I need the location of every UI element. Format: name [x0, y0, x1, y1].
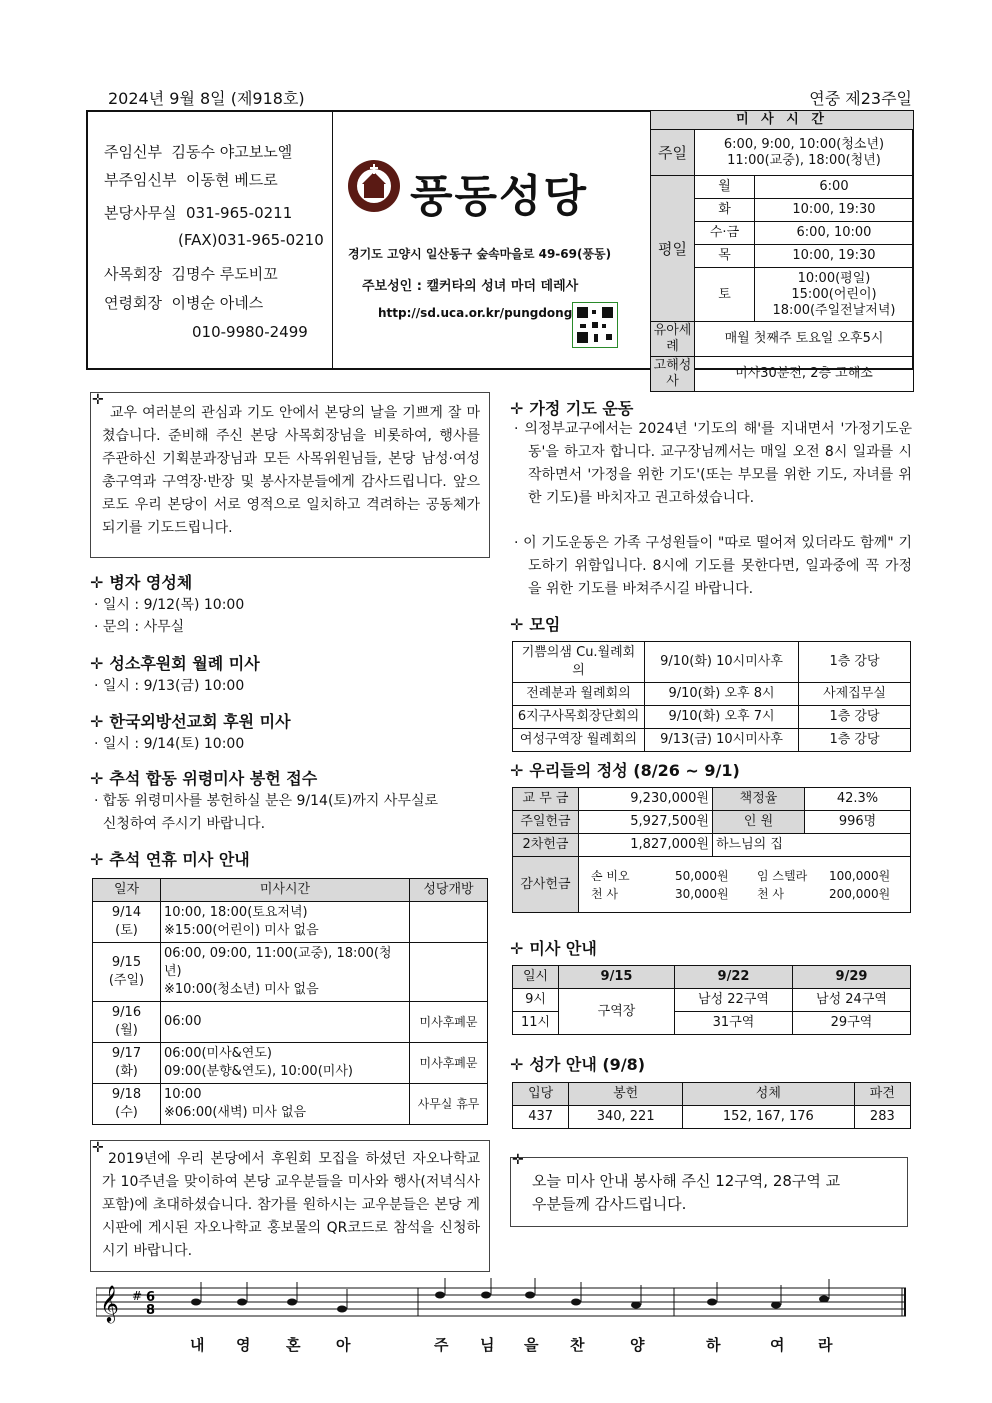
- cross-icon: ✛: [90, 573, 104, 592]
- sick-item-1: · 일시 : 9/12(목) 10:00: [94, 597, 245, 613]
- lyrics: [96, 1334, 910, 1358]
- table-row: 6지구사목회장단회의 9/10(화) 오후 7시 1층 강당: [513, 706, 911, 729]
- chuseok-request-title: ✛ 추석 합동 위령미사 봉헌 접수: [90, 769, 318, 788]
- cross-icon: ✛: [510, 615, 524, 634]
- music-note: [435, 1292, 445, 1299]
- music-note: [337, 1306, 347, 1313]
- music-note: [525, 1292, 535, 1299]
- treble-clef-icon: 𝄞: [100, 1284, 119, 1322]
- lyric-syllable: 내: [190, 1336, 205, 1354]
- music-note: [191, 1299, 201, 1306]
- patron-saint: 주보성인 : 캘커타의 성녀 마더 데레사: [362, 279, 579, 294]
- cross-icon: ✛: [510, 939, 524, 958]
- table-row: 여성구역장 월례회의 9/13(금) 10시미사후 1층 강당: [513, 729, 911, 752]
- lyric-syllable: 하: [706, 1336, 721, 1354]
- lyric-syllable: 아: [336, 1336, 351, 1354]
- hymn-title: ✛ 성가 안내 (9/8): [510, 1055, 646, 1074]
- cross-icon: ✛: [90, 712, 104, 731]
- family-prayer-title: ✛ 가정 기도 운동: [510, 399, 634, 418]
- music-note: [237, 1299, 247, 1306]
- cross-icon: ✛: [512, 1152, 524, 1168]
- music-notes: [96, 1278, 910, 1328]
- note-heads: [96, 1278, 910, 1328]
- hymn-table: 입당 봉헌 성체 파견 437 340, 221 152, 167, 176 283: [512, 1082, 911, 1129]
- weekday-label: 평일: [651, 176, 695, 322]
- church-address: 경기도 고양시 일산동구 숲속마을로 49-69(풍동): [348, 247, 612, 261]
- mission-mass-title: ✛ 한국외방선교회 후원 미사: [90, 712, 291, 731]
- staff-council: 사목회장 김명수 루도비꼬: [104, 265, 278, 283]
- lyric-syllable: 주: [434, 1336, 449, 1354]
- family-item-1: · 의정부교구에서는 2024년 '기도의 해'를 지내면서 '가정기도운동'을 하고자 합니다. 교구장님께서는 매일 오전 8시 일과를 시작하면서 '가정을 위한 기도'(또는 부모를 위한 기도, 자녀를 위한 기도)를 바치자고 권고하셨습니다.: [514, 421, 912, 506]
- staff-assistant: 부주임신부 이동현 베드로: [104, 171, 278, 189]
- infant-baptism-label: 유아세례: [651, 322, 695, 357]
- table-row: 9/16 (월) 06:00 미사후폐문: [93, 1002, 488, 1043]
- offering-title: ✛ 우리들의 정성 (8/26 ~ 9/1): [510, 761, 740, 780]
- cross-icon: ✛: [90, 850, 104, 869]
- cross-icon: ✛: [90, 769, 104, 788]
- staff-office: 본당사무실 031-965-0211: [104, 204, 293, 222]
- notice-1-text: 교우 여러분의 관심과 기도 안에서 본당의 날을 기쁘게 잘 마쳤습니다. 준비해 주신 본당 사목회장님을 비롯하여, 행사를 주관하신 기획분과장님과 모든 사목위원님들, 본당 남성·여성 총구역과 구역장·반장 및 봉사자분들에게 감사드립니다. 앞으로도 우리 본당이 서로 영적으로 일치하고 격려하는 공동체가 되기를 기도드립니다.: [102, 405, 480, 536]
- music-note: [819, 1296, 829, 1303]
- lyric-syllable: 영: [236, 1336, 251, 1354]
- mass-guide-title: ✛ 미사 안내: [510, 939, 597, 958]
- chuseok-request-item-2: 신청하여 주시기 바랍니다.: [94, 816, 266, 832]
- table-row: 9/18 (수) 10:00 ※06:00(새벽) 미사 없음 사무실 휴무: [93, 1084, 488, 1125]
- cross-icon: ✛: [510, 761, 524, 780]
- cross-icon: ✛: [92, 392, 104, 408]
- table-row: 기쁨의샘 Cu.월례회의 9/10(화) 10시미사후 1층 강당: [513, 642, 911, 683]
- music-note: [631, 1302, 641, 1309]
- cross-icon: ✛: [92, 1140, 104, 1156]
- confession-label: 고해성사: [651, 357, 695, 392]
- sunday-time-1: 6:00, 9:00, 10:00(청소년): [723, 136, 885, 152]
- meetings-title: ✛ 모임: [510, 615, 561, 634]
- music-note: [707, 1299, 717, 1306]
- mass-schedule-title: 미 사 시 간: [651, 111, 914, 130]
- liturgical-week: 연중 제23주일: [809, 89, 912, 108]
- music-note: [481, 1292, 491, 1299]
- chuseok-request-item-1: · 합동 위령미사를 봉헌하실 분은 9/14(토)까지 사무실로: [94, 793, 438, 809]
- meetings-table: [512, 641, 911, 752]
- vocation-mass-title: ✛ 성소후원회 월례 미사: [90, 654, 260, 673]
- music-note: [287, 1299, 297, 1306]
- cross-icon: ✛: [510, 399, 524, 418]
- lyric-syllable: 찬: [570, 1336, 585, 1354]
- sunday-time-2: 11:00(교중), 18:00(청년): [727, 152, 881, 168]
- music-note: [771, 1302, 781, 1309]
- chuseok-mass-table: 일자 미사시간 성당개방 9/14 (토) 10:00, 18:00(토요저녁) ※15:00(어린이) 미사 없음 9/15 (주일) 06:00, 09:00, 11:00(교중), 18:00(청년) ※10:00(청소년) 미사 없음 9/16 (월) 06:00 미사후폐문 9/17 (화) 06:00(미사&연도) 09:00(분향&연도), 10:00(미사) 미사후폐문 9/18 (수) 10:00 ※06:00(새벽) 미사 없음 사무실 휴무: [92, 878, 488, 1125]
- church-name: 풍동성당: [410, 171, 589, 222]
- family-item-2: · 이 기도운동은 가족 구성원들이 "따로 떨어져 있더라도 함께" 기도하기 위함입니다. 8시에 기도를 못한다면, 일과중에 꼭 가정을 위한 기도를 바쳐주시길 바랍니다.: [514, 535, 912, 597]
- sick-item-2: · 문의 : 사무실: [94, 619, 185, 635]
- lyric-syllable: 을: [524, 1336, 539, 1354]
- table-row: 9/17 (화) 06:00(미사&연도) 09:00(분향&연도), 10:00(미사) 미사후폐문: [93, 1043, 488, 1084]
- notice-2-text: 2019년에 우리 본당에서 후원회 모집을 하셨던 자오나학교가 10주년을 맞이하여 본당 교우분들을 미사와 행사(저녁식사 포함)에 초대하셨습니다. 참가를 원하시는 교우분들은 본당 게시판에 게시된 자오나학교 홍보물의 QR코드로 참석을 신청하시기 바랍니다.: [102, 1151, 480, 1259]
- issue-date: 2024년 9월 8일 (제918호): [108, 89, 305, 108]
- offering-table: 교 무 금 9,230,000원 책정율 42.3% 주일헌금 5,927,500원 인 원 996명 2차헌금 1,827,000원 하느님의 집 감사헌금 손 비오 50,000원 임 스텔라 100,000원 천 사 30,000원 천 사 200,000원: [512, 787, 911, 913]
- vocation-item-1: · 일시 : 9/13(금) 10:00: [94, 678, 245, 694]
- mass-schedule-table: 미 사 시 간 주일 6:00, 9:00, 10:00(청소년) 11:00(교중), 18:00(청년) 평일 월 6:00 화 10:00, 19:30 수·금 6:00, 10:00 목 10:00, 19:30 토 10:00(평일) 15:00(어린이) 18:00(주일전날저녁) 유아세례 매월 첫째주 토요일 오후5시 고해성사 미사30분전, 2층 고해소: [650, 110, 914, 392]
- staff-funeral: 연령회장 이병순 아네스: [104, 294, 264, 312]
- mass-guide-table: 일시 9/15 9/22 9/29 9시 구역장 남성 22구역 남성 24구역 11시 31구역 29구역: [512, 965, 911, 1035]
- lyric-syllable: 라: [818, 1336, 833, 1354]
- mission-item-1: · 일시 : 9/14(토) 10:00: [94, 736, 245, 752]
- sunday-label: 주일: [651, 130, 695, 176]
- church-url[interactable]: http://sd.uca.or.kr/pungdong: [378, 306, 573, 320]
- table-row: 9/15 (주일) 06:00, 09:00, 11:00(교중), 18:00(청년) ※10:00(청소년) 미사 없음: [93, 943, 488, 1002]
- staff-fax: (FAX)031-965-0210: [178, 231, 324, 249]
- lyric-syllable: 양: [630, 1336, 645, 1354]
- lyric-syllable: 님: [480, 1336, 495, 1354]
- staff-phone: 010-9980-2499: [192, 323, 308, 341]
- church-logo-icon: [344, 158, 404, 214]
- lyric-syllable: 여: [770, 1336, 785, 1354]
- music-note: [571, 1299, 581, 1306]
- table-row: 11시 31구역 29구역: [513, 1012, 911, 1035]
- thanks-text: 오늘 미사 안내 봉사해 주신 12구역, 28구역 교우분들께 감사드립니다.: [532, 1172, 841, 1213]
- sick-communion-title: ✛ 병자 영성체: [90, 573, 193, 592]
- lyric-syllable: 혼: [286, 1336, 301, 1354]
- svg-text:8: 8: [146, 1303, 156, 1318]
- svg-text:#: #: [132, 1289, 143, 1303]
- qr-code-icon[interactable]: [572, 302, 618, 348]
- cross-icon: ✛: [510, 1055, 524, 1074]
- chuseok-mass-title: ✛ 추석 연휴 미사 안내: [90, 850, 250, 869]
- staff-pastor: 주임신부 김동수 야고보노엘: [104, 143, 293, 161]
- table-row: 9/14 (토) 10:00, 18:00(토요저녁) ※15:00(어린이) 미사 없음: [93, 902, 488, 943]
- cross-icon: ✛: [90, 654, 104, 673]
- svg-text:6: 6: [146, 1290, 156, 1305]
- table-row: 9시 구역장 남성 22구역 남성 24구역: [513, 989, 911, 1012]
- table-row: 전례분과 월례회의 9/10(화) 오후 8시 사제집무실: [513, 683, 911, 706]
